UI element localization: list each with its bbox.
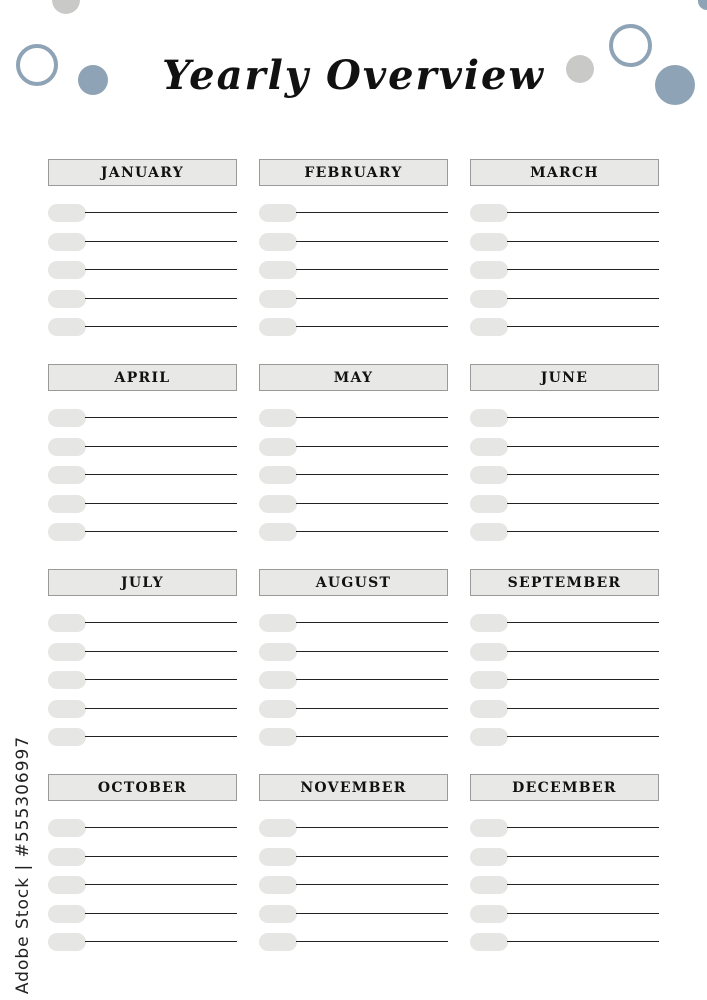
date-pill[interactable]: [259, 643, 297, 661]
entry-row[interactable]: [470, 728, 659, 757]
writing-line[interactable]: [296, 941, 448, 942]
entry-row[interactable]: [48, 495, 237, 524]
date-pill[interactable]: [48, 233, 86, 251]
date-pill[interactable]: [470, 905, 508, 923]
writing-line[interactable]: [296, 679, 448, 680]
writing-line[interactable]: [85, 269, 237, 270]
entry-row[interactable]: [470, 409, 659, 438]
date-pill[interactable]: [48, 848, 86, 866]
entry-list: [48, 204, 237, 347]
date-pill[interactable]: [48, 409, 86, 427]
date-pill[interactable]: [48, 819, 86, 837]
date-pill[interactable]: [470, 614, 508, 632]
month-header: MARCH: [470, 159, 659, 186]
entry-row[interactable]: [259, 614, 448, 643]
writing-line[interactable]: [507, 884, 659, 885]
date-pill[interactable]: [470, 933, 508, 951]
month-header: APRIL: [48, 364, 237, 391]
date-pill[interactable]: [259, 290, 297, 308]
entry-row[interactable]: [259, 290, 448, 319]
writing-line[interactable]: [507, 326, 659, 327]
date-pill[interactable]: [470, 290, 508, 308]
writing-line[interactable]: [85, 531, 237, 532]
entry-row[interactable]: [48, 466, 237, 495]
entry-row[interactable]: [48, 409, 237, 438]
entry-row[interactable]: [259, 819, 448, 848]
entry-row[interactable]: [48, 290, 237, 319]
month-header: MAY: [259, 364, 448, 391]
date-pill[interactable]: [470, 876, 508, 894]
date-pill[interactable]: [259, 409, 297, 427]
writing-line[interactable]: [296, 298, 448, 299]
date-pill[interactable]: [470, 728, 508, 746]
entry-row[interactable]: [470, 290, 659, 319]
writing-line[interactable]: [507, 651, 659, 652]
date-pill[interactable]: [259, 728, 297, 746]
entry-row[interactable]: [470, 318, 659, 347]
writing-line[interactable]: [507, 941, 659, 942]
entry-row[interactable]: [259, 318, 448, 347]
entry-row[interactable]: [470, 523, 659, 552]
writing-line[interactable]: [85, 679, 237, 680]
writing-line[interactable]: [296, 708, 448, 709]
date-pill[interactable]: [470, 409, 508, 427]
writing-line[interactable]: [85, 446, 237, 447]
month-block: [470, 364, 659, 569]
entry-row[interactable]: [48, 671, 237, 700]
date-pill[interactable]: [259, 671, 297, 689]
writing-line[interactable]: [507, 212, 659, 213]
entry-row[interactable]: [48, 933, 237, 962]
date-pill[interactable]: [470, 700, 508, 718]
writing-line[interactable]: [296, 212, 448, 213]
entry-row[interactable]: [470, 233, 659, 262]
entry-row[interactable]: [48, 728, 237, 757]
writing-line[interactable]: [296, 913, 448, 914]
date-pill[interactable]: [48, 700, 86, 718]
date-pill[interactable]: [470, 848, 508, 866]
months-grid: [48, 159, 659, 979]
date-pill[interactable]: [48, 290, 86, 308]
month-block: [259, 569, 448, 774]
writing-line[interactable]: [296, 474, 448, 475]
entry-row[interactable]: [259, 728, 448, 757]
writing-line[interactable]: [296, 503, 448, 504]
writing-line[interactable]: [507, 241, 659, 242]
writing-line[interactable]: [296, 884, 448, 885]
month-header: DECEMBER: [470, 774, 659, 801]
writing-line[interactable]: [507, 269, 659, 270]
date-pill[interactable]: [48, 728, 86, 746]
date-pill[interactable]: [259, 233, 297, 251]
entry-row[interactable]: [259, 876, 448, 905]
date-pill[interactable]: [470, 204, 508, 222]
writing-line[interactable]: [85, 212, 237, 213]
writing-line[interactable]: [296, 417, 448, 418]
stock-id-text: Adobe Stock | #555306997: [13, 735, 34, 995]
date-pill[interactable]: [259, 204, 297, 222]
entry-list: [259, 819, 448, 962]
date-pill[interactable]: [470, 495, 508, 513]
date-pill[interactable]: [48, 643, 86, 661]
writing-line[interactable]: [296, 651, 448, 652]
entry-row[interactable]: [48, 643, 237, 672]
writing-line[interactable]: [85, 474, 237, 475]
writing-line[interactable]: [507, 736, 659, 737]
entry-row[interactable]: [259, 495, 448, 524]
month-header: OCTOBER: [48, 774, 237, 801]
date-pill[interactable]: [259, 523, 297, 541]
date-pill[interactable]: [259, 261, 297, 279]
writing-line[interactable]: [85, 884, 237, 885]
month-header: JANUARY: [48, 159, 237, 186]
entry-row[interactable]: [259, 261, 448, 290]
entry-list: [470, 614, 659, 757]
entry-row[interactable]: [48, 318, 237, 347]
entry-row[interactable]: [48, 614, 237, 643]
date-pill[interactable]: [48, 261, 86, 279]
writing-line[interactable]: [85, 736, 237, 737]
writing-line[interactable]: [507, 856, 659, 857]
entry-row[interactable]: [470, 438, 659, 467]
date-pill[interactable]: [48, 204, 86, 222]
writing-line[interactable]: [507, 298, 659, 299]
writing-line[interactable]: [507, 827, 659, 828]
month-block: [259, 364, 448, 569]
entry-row[interactable]: [48, 876, 237, 905]
entry-row[interactable]: [470, 671, 659, 700]
entry-list: [48, 614, 237, 757]
month-block: [470, 569, 659, 774]
date-pill[interactable]: [470, 261, 508, 279]
writing-line[interactable]: [85, 326, 237, 327]
month-block: [470, 159, 659, 364]
date-pill[interactable]: [470, 523, 508, 541]
month-block: [259, 774, 448, 979]
entry-list: [48, 409, 237, 552]
writing-line[interactable]: [296, 622, 448, 623]
month-header: JUNE: [470, 364, 659, 391]
date-pill[interactable]: [259, 495, 297, 513]
date-pill[interactable]: [259, 933, 297, 951]
writing-line[interactable]: [85, 241, 237, 242]
writing-line[interactable]: [507, 503, 659, 504]
entry-row[interactable]: [259, 409, 448, 438]
date-pill[interactable]: [259, 438, 297, 456]
entry-list: [48, 819, 237, 962]
writing-line[interactable]: [296, 446, 448, 447]
writing-line[interactable]: [507, 531, 659, 532]
writing-line[interactable]: [85, 622, 237, 623]
month-block: [470, 774, 659, 979]
month-header: JULY: [48, 569, 237, 596]
entry-list: [259, 204, 448, 347]
entry-row[interactable]: [259, 671, 448, 700]
writing-line[interactable]: [296, 531, 448, 532]
date-pill[interactable]: [470, 819, 508, 837]
writing-line[interactable]: [296, 736, 448, 737]
month-block: [48, 569, 237, 774]
date-pill[interactable]: [259, 700, 297, 718]
writing-line[interactable]: [507, 913, 659, 914]
writing-line[interactable]: [85, 913, 237, 914]
deco-dot-edge-right: [698, 0, 707, 10]
date-pill[interactable]: [48, 933, 86, 951]
writing-line[interactable]: [85, 708, 237, 709]
date-pill[interactable]: [48, 523, 86, 541]
writing-line[interactable]: [85, 417, 237, 418]
entry-row[interactable]: [48, 819, 237, 848]
month-block: [48, 364, 237, 569]
date-pill[interactable]: [470, 671, 508, 689]
date-pill[interactable]: [48, 495, 86, 513]
date-pill[interactable]: [259, 466, 297, 484]
entry-row[interactable]: [259, 905, 448, 934]
date-pill[interactable]: [470, 318, 508, 336]
writing-line[interactable]: [85, 941, 237, 942]
month-header: SEPTEMBER: [470, 569, 659, 596]
entry-row[interactable]: [259, 700, 448, 729]
entry-row[interactable]: [470, 495, 659, 524]
entry-row[interactable]: [259, 848, 448, 877]
entry-row[interactable]: [259, 466, 448, 495]
entry-row[interactable]: [470, 876, 659, 905]
writing-line[interactable]: [296, 326, 448, 327]
writing-line[interactable]: [85, 856, 237, 857]
date-pill[interactable]: [48, 671, 86, 689]
entry-list: [259, 409, 448, 552]
date-pill[interactable]: [48, 466, 86, 484]
entry-row[interactable]: [470, 700, 659, 729]
writing-line[interactable]: [507, 708, 659, 709]
entry-row[interactable]: [48, 204, 237, 233]
writing-line[interactable]: [507, 474, 659, 475]
month-block: [259, 159, 448, 364]
date-pill[interactable]: [48, 876, 86, 894]
month-header: AUGUST: [259, 569, 448, 596]
entry-row[interactable]: [48, 523, 237, 552]
writing-line[interactable]: [507, 417, 659, 418]
entry-list: [470, 409, 659, 552]
writing-line[interactable]: [296, 241, 448, 242]
entry-row[interactable]: [259, 233, 448, 262]
date-pill[interactable]: [259, 819, 297, 837]
stock-id-label: [12, 735, 34, 995]
entry-row[interactable]: [259, 438, 448, 467]
date-pill[interactable]: [470, 233, 508, 251]
writing-line[interactable]: [85, 298, 237, 299]
entry-row[interactable]: [259, 643, 448, 672]
date-pill[interactable]: [259, 848, 297, 866]
writing-line[interactable]: [507, 446, 659, 447]
month-header: FEBRUARY: [259, 159, 448, 186]
month-header: NOVEMBER: [259, 774, 448, 801]
date-pill[interactable]: [48, 318, 86, 336]
date-pill[interactable]: [259, 905, 297, 923]
writing-line[interactable]: [296, 856, 448, 857]
date-pill[interactable]: [259, 318, 297, 336]
entry-row[interactable]: [48, 233, 237, 262]
entry-row[interactable]: [259, 204, 448, 233]
entry-row[interactable]: [470, 933, 659, 962]
entry-row[interactable]: [470, 204, 659, 233]
entry-row[interactable]: [470, 819, 659, 848]
page-title: Yearly Overview: [162, 52, 545, 99]
entry-row[interactable]: [470, 261, 659, 290]
deco-dot-gray-top-left: [52, 0, 80, 14]
entry-row[interactable]: [48, 261, 237, 290]
writing-line[interactable]: [507, 622, 659, 623]
entry-row[interactable]: [470, 905, 659, 934]
writing-line[interactable]: [507, 679, 659, 680]
entry-list: [470, 204, 659, 347]
date-pill[interactable]: [470, 438, 508, 456]
writing-line[interactable]: [85, 503, 237, 504]
entry-list: [470, 819, 659, 962]
date-pill[interactable]: [470, 466, 508, 484]
entry-row[interactable]: [470, 848, 659, 877]
month-block: [48, 774, 237, 979]
date-pill[interactable]: [48, 905, 86, 923]
writing-line[interactable]: [85, 827, 237, 828]
entry-list: [259, 614, 448, 757]
date-pill[interactable]: [470, 643, 508, 661]
entry-row[interactable]: [470, 466, 659, 495]
writing-line[interactable]: [296, 269, 448, 270]
date-pill[interactable]: [48, 614, 86, 632]
date-pill[interactable]: [259, 614, 297, 632]
entry-row[interactable]: [470, 614, 659, 643]
entry-row[interactable]: [48, 848, 237, 877]
entry-row[interactable]: [259, 933, 448, 962]
writing-line[interactable]: [85, 651, 237, 652]
entry-row[interactable]: [470, 643, 659, 672]
date-pill[interactable]: [259, 876, 297, 894]
writing-line[interactable]: [296, 827, 448, 828]
entry-row[interactable]: [48, 438, 237, 467]
month-block: [48, 159, 237, 364]
date-pill[interactable]: [48, 438, 86, 456]
entry-row[interactable]: [48, 905, 237, 934]
entry-row[interactable]: [259, 523, 448, 552]
entry-row[interactable]: [48, 700, 237, 729]
